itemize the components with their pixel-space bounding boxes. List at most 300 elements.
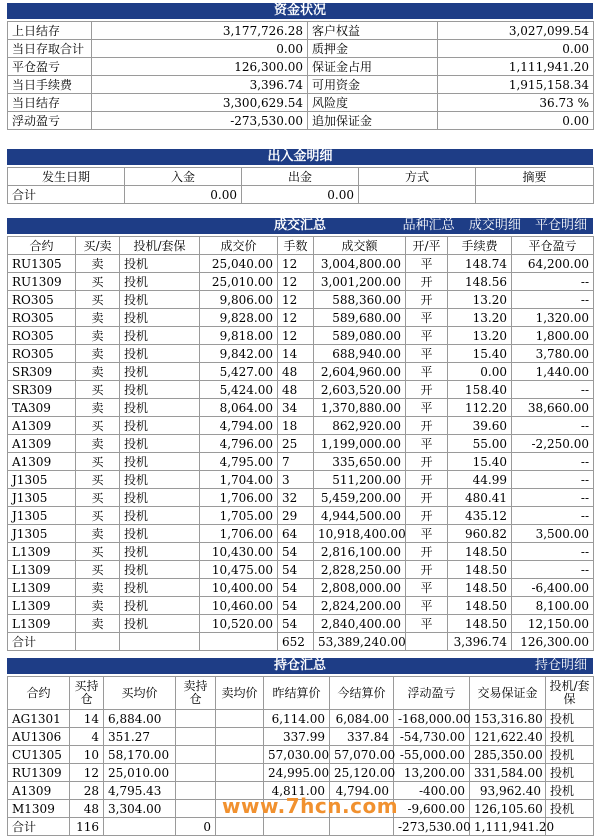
funds-value: 0.00	[92, 40, 308, 58]
positions-cell: 28	[70, 782, 104, 800]
cashflow-title: 出入金明细	[7, 149, 593, 165]
trades-cell: 平	[406, 327, 448, 345]
trades-cell: 开	[406, 471, 448, 489]
cashflow-total-in: 0.00	[125, 186, 242, 204]
table-row	[8, 507, 594, 525]
trades-cell: 148.50	[448, 561, 512, 579]
trades-cell: 54	[278, 561, 314, 579]
trades-cell: 54	[278, 597, 314, 615]
trades-cell: 148.74	[448, 255, 512, 273]
trades-cell: 卖	[76, 597, 120, 615]
positions-total-cell: 116	[70, 818, 104, 836]
trades-cell: 25,040.00	[200, 255, 278, 273]
positions-cell: 337.99	[264, 728, 330, 746]
trades-cell: 10,918,400.00	[314, 525, 406, 543]
positions-links	[525, 658, 587, 674]
trades-cell: 投机	[120, 525, 200, 543]
table-row	[8, 345, 594, 363]
trades-cell: 开	[406, 543, 448, 561]
trades-cell: 54	[278, 579, 314, 597]
funds-label: 平仓盈亏	[8, 58, 92, 76]
positions-header: 买持仓	[70, 677, 104, 710]
trades-cell: 平	[406, 309, 448, 327]
trades-cell: 1,706.00	[200, 525, 278, 543]
trades-cell: 54	[278, 543, 314, 561]
trades-cell: 投机	[120, 597, 200, 615]
trades-cell: J1305	[8, 489, 76, 507]
cashflow-cell	[476, 186, 594, 204]
funds-title: 资金状况	[7, 3, 593, 19]
trades-cell: RO305	[8, 327, 76, 345]
trades-cell: 15.40	[448, 453, 512, 471]
trades-cell: 2,840,400.00	[314, 615, 406, 633]
trades-cell: 3,001,200.00	[314, 273, 406, 291]
cashflow-cell	[359, 186, 476, 204]
trades-cell: --	[512, 471, 594, 489]
trades-cell: 960.82	[448, 525, 512, 543]
funds-value: 1,915,158.34	[438, 76, 594, 94]
trades-cell: 2,603,520.00	[314, 381, 406, 399]
trades-cell: 3,500.00	[512, 525, 594, 543]
link-position-detail[interactable]: 持仓明细	[534, 658, 587, 673]
table-row	[8, 728, 594, 746]
funds-value: 3,177,726.28	[92, 22, 308, 40]
positions-cell: -400.00	[394, 782, 470, 800]
positions-cell	[176, 746, 216, 764]
trades-cell: 卖	[76, 435, 120, 453]
positions-cell	[176, 728, 216, 746]
trades-cell: 买	[76, 507, 120, 525]
trades-total-cell	[76, 633, 120, 651]
trades-cell: 买	[76, 273, 120, 291]
funds-label: 质押金	[308, 40, 438, 58]
trades-cell: 9,828.00	[200, 309, 278, 327]
trades-cell: RU1305	[8, 255, 76, 273]
table-row	[8, 471, 594, 489]
trades-cell: 卖	[76, 399, 120, 417]
trades-cell: 投机	[120, 579, 200, 597]
trades-cell: 投机	[120, 453, 200, 471]
trades-cell: 开	[406, 489, 448, 507]
trades-cell: 1,320.00	[512, 309, 594, 327]
trades-cell: 32	[278, 489, 314, 507]
trades-cell: 卖	[76, 327, 120, 345]
trades-cell: 4,795.00	[200, 453, 278, 471]
positions-cell: CU1305	[8, 746, 70, 764]
trades-header: 买/卖	[76, 237, 120, 255]
trades-cell: 1,370,880.00	[314, 399, 406, 417]
cashflow-total-out: 0.00	[242, 186, 359, 204]
trades-cell: 投机	[120, 615, 200, 633]
positions-total-cell: 1,111,941.20	[470, 818, 546, 836]
trades-cell: 8,064.00	[200, 399, 278, 417]
trades-cell: 买	[76, 291, 120, 309]
funds-section	[7, 3, 593, 133]
trades-cell: 12	[278, 291, 314, 309]
positions-cell	[176, 800, 216, 818]
positions-header: 今结算价	[330, 677, 394, 710]
positions-cell	[176, 764, 216, 782]
positions-header: 买均价	[104, 677, 176, 710]
trades-cell: A1309	[8, 435, 76, 453]
positions-cell: 48	[70, 800, 104, 818]
trades-total-cell: 53,389,240.00	[314, 633, 406, 651]
funds-label: 上日结存	[8, 22, 92, 40]
trades-cell: 投机	[120, 399, 200, 417]
link-trade-detail[interactable]: 成交明细	[468, 218, 521, 233]
cashflow-total-label: 合计	[8, 186, 125, 204]
table-row	[8, 399, 594, 417]
table-row	[8, 453, 594, 471]
trades-cell: 1,440.00	[512, 363, 594, 381]
trades-cell: 买	[76, 543, 120, 561]
trades-cell: 开	[406, 291, 448, 309]
trades-cell: 平	[406, 255, 448, 273]
funds-row	[8, 112, 594, 130]
funds-value: -273,530.00	[92, 112, 308, 130]
cashflow-header: 方式	[359, 168, 476, 186]
table-row	[8, 309, 594, 327]
trades-total-cell	[406, 633, 448, 651]
trades-cell: 买	[76, 417, 120, 435]
trades-cell: 12	[278, 255, 314, 273]
positions-cell: AG1301	[8, 710, 70, 728]
trades-cell: 64	[278, 525, 314, 543]
funds-label: 风险度	[308, 94, 438, 112]
funds-label: 保证金占用	[308, 58, 438, 76]
positions-cell: 4,795.43	[104, 782, 176, 800]
table-row	[8, 543, 594, 561]
trades-cell: 13.20	[448, 291, 512, 309]
trades-cell: --	[512, 561, 594, 579]
cashflow-header-row	[8, 168, 594, 186]
trades-cell: 开	[406, 273, 448, 291]
trades-cell: 3	[278, 471, 314, 489]
trades-header: 合约	[8, 237, 76, 255]
funds-label: 当日结存	[8, 94, 92, 112]
trades-table	[7, 236, 594, 651]
positions-cell: 153,316.80	[470, 710, 546, 728]
trades-cell: 投机	[120, 327, 200, 345]
trades-cell: 1,705.00	[200, 507, 278, 525]
positions-cell: 121,622.40	[470, 728, 546, 746]
trades-cell: A1309	[8, 453, 76, 471]
positions-title-bar	[7, 658, 593, 674]
table-row	[8, 579, 594, 597]
positions-cell	[176, 710, 216, 728]
trades-cell: J1305	[8, 507, 76, 525]
table-row	[8, 327, 594, 345]
trades-links	[393, 218, 587, 234]
trades-cell: 10,400.00	[200, 579, 278, 597]
positions-header: 卖均价	[216, 677, 264, 710]
watermark: www.7hcn.com	[222, 794, 399, 818]
trades-cell: -6,400.00	[512, 579, 594, 597]
trades-cell: 39.60	[448, 417, 512, 435]
trades-cell: 卖	[76, 309, 120, 327]
funds-label: 当日存取合计	[8, 40, 92, 58]
trades-cell: 7	[278, 453, 314, 471]
trades-header: 投机/套保	[120, 237, 200, 255]
funds-row	[8, 58, 594, 76]
table-row	[8, 363, 594, 381]
positions-cell: 337.84	[330, 728, 394, 746]
trades-cell: 5,424.00	[200, 381, 278, 399]
positions-cell: AU1306	[8, 728, 70, 746]
positions-cell: 投机	[546, 746, 594, 764]
trades-cell: 买	[76, 561, 120, 579]
trades-cell: 平	[406, 579, 448, 597]
trades-cell: --	[512, 507, 594, 525]
positions-cell: 投机	[546, 800, 594, 818]
positions-cell: 10	[70, 746, 104, 764]
trades-cell: RO305	[8, 291, 76, 309]
trades-cell: -2,250.00	[512, 435, 594, 453]
trades-cell: 1,706.00	[200, 489, 278, 507]
trades-cell: 平	[406, 615, 448, 633]
trades-cell: 588,360.00	[314, 291, 406, 309]
table-row	[8, 255, 594, 273]
trades-cell: L1309	[8, 597, 76, 615]
trades-cell: 34	[278, 399, 314, 417]
trades-cell: 1,704.00	[200, 471, 278, 489]
positions-cell: 25,120.00	[330, 764, 394, 782]
cashflow-section	[7, 149, 593, 204]
positions-title: 持仓汇总	[273, 658, 326, 673]
trades-cell: 投机	[120, 381, 200, 399]
table-row	[8, 417, 594, 435]
funds-label: 客户权益	[308, 22, 438, 40]
table-row	[8, 764, 594, 782]
positions-total-cell	[264, 818, 330, 836]
positions-cell: 93,962.40	[470, 782, 546, 800]
trades-cell: 投机	[120, 507, 200, 525]
funds-value: 0.00	[438, 112, 594, 130]
trades-header: 手数	[278, 237, 314, 255]
positions-total-row	[8, 818, 594, 836]
cashflow-header: 摘要	[476, 168, 594, 186]
trades-cell: 112.20	[448, 399, 512, 417]
trades-header: 手续费	[448, 237, 512, 255]
positions-cell: 投机	[546, 710, 594, 728]
trades-cell: 卖	[76, 525, 120, 543]
positions-cell	[216, 746, 264, 764]
positions-cell: 6,084.00	[330, 710, 394, 728]
positions-cell: 24,995.00	[264, 764, 330, 782]
trades-total-cell: 126,300.00	[512, 633, 594, 651]
table-row	[8, 435, 594, 453]
cashflow-table	[7, 167, 594, 204]
trades-cell: 买	[76, 489, 120, 507]
trades-cell: 10,430.00	[200, 543, 278, 561]
trades-cell: 4,796.00	[200, 435, 278, 453]
trades-cell: 148.56	[448, 273, 512, 291]
trades-cell: 投机	[120, 471, 200, 489]
funds-value: 3,300,629.54	[92, 94, 308, 112]
trades-cell: 2,604,960.00	[314, 363, 406, 381]
cashflow-header: 发生日期	[8, 168, 125, 186]
positions-cell: 6,114.00	[264, 710, 330, 728]
trades-title-bar	[7, 218, 593, 234]
trades-cell: 9,818.00	[200, 327, 278, 345]
funds-row	[8, 22, 594, 40]
funds-table	[7, 21, 594, 130]
trades-cell: 29	[278, 507, 314, 525]
trades-cell: --	[512, 453, 594, 471]
trades-cell: 688,940.00	[314, 345, 406, 363]
link-close-detail[interactable]: 平仓明细	[534, 218, 587, 233]
trades-cell: 开	[406, 417, 448, 435]
table-row	[8, 291, 594, 309]
trades-cell: 投机	[120, 291, 200, 309]
trades-cell: L1309	[8, 543, 76, 561]
funds-value: 1,111,941.20	[438, 58, 594, 76]
trades-cell: 8,100.00	[512, 597, 594, 615]
trades-cell: 148.50	[448, 597, 512, 615]
table-row	[8, 597, 594, 615]
trades-cell: 卖	[76, 255, 120, 273]
table-row	[8, 561, 594, 579]
funds-value: 3,396.74	[92, 76, 308, 94]
trades-cell: 5,427.00	[200, 363, 278, 381]
positions-cell: 4	[70, 728, 104, 746]
trades-cell: --	[512, 273, 594, 291]
table-row	[8, 746, 594, 764]
positions-header: 交易保证金	[470, 677, 546, 710]
trades-total-cell	[120, 633, 200, 651]
positions-cell: RU1309	[8, 764, 70, 782]
trades-total-cell: 合计	[8, 633, 76, 651]
funds-value: 126,300.00	[92, 58, 308, 76]
trades-cell: 3,780.00	[512, 345, 594, 363]
trades-cell: 1,199,000.00	[314, 435, 406, 453]
trades-cell: 平	[406, 597, 448, 615]
positions-cell: 投机	[546, 728, 594, 746]
positions-cell: 13,200.00	[394, 764, 470, 782]
trades-cell: 5,459,200.00	[314, 489, 406, 507]
trades-cell: 589,080.00	[314, 327, 406, 345]
positions-cell: 58,170.00	[104, 746, 176, 764]
positions-total-cell: 0	[176, 818, 216, 836]
trades-cell: 148.50	[448, 543, 512, 561]
trades-cell: 480.41	[448, 489, 512, 507]
positions-cell: 25,010.00	[104, 764, 176, 782]
funds-value: 3,027,099.54	[438, 22, 594, 40]
trades-cell: 投机	[120, 489, 200, 507]
trades-cell: 12	[278, 309, 314, 327]
trades-cell: 2,816,100.00	[314, 543, 406, 561]
trades-cell: L1309	[8, 561, 76, 579]
trades-cell: 投机	[120, 435, 200, 453]
trades-cell: 12,150.00	[512, 615, 594, 633]
table-row	[8, 381, 594, 399]
positions-cell: -54,730.00	[394, 728, 470, 746]
trades-cell: 投机	[120, 255, 200, 273]
trades-cell: J1305	[8, 525, 76, 543]
positions-header: 浮动盈亏	[394, 677, 470, 710]
trades-cell: 投机	[120, 345, 200, 363]
table-row	[8, 273, 594, 291]
trades-cell: 投机	[120, 309, 200, 327]
trades-cell: 54	[278, 615, 314, 633]
trades-cell: L1309	[8, 615, 76, 633]
positions-header: 合约	[8, 677, 70, 710]
positions-cell: 投机	[546, 764, 594, 782]
trades-cell: L1309	[8, 579, 76, 597]
funds-row	[8, 76, 594, 94]
positions-cell: 4,794.00	[330, 782, 394, 800]
trades-cell: 148.50	[448, 615, 512, 633]
positions-cell: -168,000.00	[394, 710, 470, 728]
positions-header-row	[8, 677, 594, 710]
trades-cell: --	[512, 543, 594, 561]
trades-cell: 平	[406, 399, 448, 417]
positions-cell: 3,304.00	[104, 800, 176, 818]
trades-cell: 2,828,250.00	[314, 561, 406, 579]
trades-cell: RO305	[8, 309, 76, 327]
positions-cell	[176, 782, 216, 800]
trades-cell: TA309	[8, 399, 76, 417]
funds-row	[8, 94, 594, 112]
cashflow-header: 入金	[125, 168, 242, 186]
trades-cell: 9,842.00	[200, 345, 278, 363]
trades-cell: 18	[278, 417, 314, 435]
trades-cell: RU1309	[8, 273, 76, 291]
positions-cell: 投机	[546, 782, 594, 800]
positions-cell: 126,105.60	[470, 800, 546, 818]
positions-total-cell	[216, 818, 264, 836]
positions-cell: 6,884.00	[104, 710, 176, 728]
trades-cell: 开	[406, 507, 448, 525]
trades-cell: 2,808,000.00	[314, 579, 406, 597]
funds-label: 当日手续费	[8, 76, 92, 94]
trades-cell: 1,800.00	[512, 327, 594, 345]
trades-cell: 13.20	[448, 327, 512, 345]
trades-header: 成交额	[314, 237, 406, 255]
funds-label: 可用资金	[308, 76, 438, 94]
trades-cell: 55.00	[448, 435, 512, 453]
trades-cell: SR309	[8, 381, 76, 399]
trades-title: 成交汇总	[273, 218, 326, 233]
table-row	[8, 615, 594, 633]
trades-total-cell: 3,396.74	[448, 633, 512, 651]
trades-cell: 投机	[120, 363, 200, 381]
trades-cell: 10,520.00	[200, 615, 278, 633]
trades-cell: SR309	[8, 363, 76, 381]
trades-cell: 卖	[76, 363, 120, 381]
trades-cell: 4,944,500.00	[314, 507, 406, 525]
trades-cell: 买	[76, 471, 120, 489]
trades-cell: 投机	[120, 273, 200, 291]
positions-cell: A1309	[8, 782, 70, 800]
trades-cell: 平	[406, 435, 448, 453]
trades-cell: 卖	[76, 615, 120, 633]
positions-header: 昨结算价	[264, 677, 330, 710]
trades-cell: 卖	[76, 579, 120, 597]
trades-header: 平仓盈亏	[512, 237, 594, 255]
positions-cell	[216, 728, 264, 746]
link-variety-summary[interactable]: 品种汇总	[402, 218, 455, 233]
positions-cell: 14	[70, 710, 104, 728]
positions-cell: 285,350.00	[470, 746, 546, 764]
trades-cell: 2,824,200.00	[314, 597, 406, 615]
positions-cell: M1309	[8, 800, 70, 818]
positions-cell	[216, 764, 264, 782]
trades-total-cell	[200, 633, 278, 651]
positions-total-cell	[330, 818, 394, 836]
trades-cell: 25	[278, 435, 314, 453]
trades-cell: A1309	[8, 417, 76, 435]
